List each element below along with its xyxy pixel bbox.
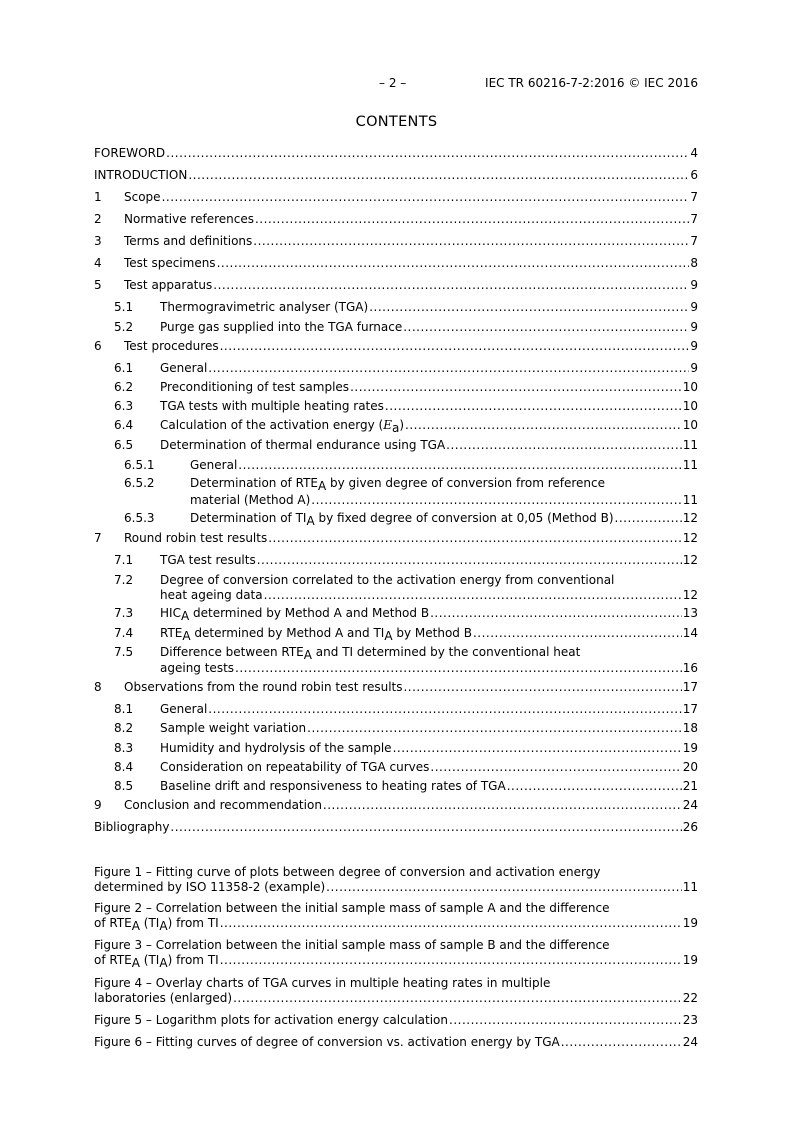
toc-entry-bibliography[interactable]: Bibliography ..... 26 [94, 820, 698, 834]
toc-entry-8-5[interactable]: 8.5 Baseline drift and responsiveness to heating rates of TGA ..... 21 [94, 779, 698, 793]
figure-entry-6[interactable]: Figure 6 – Fitting curves of degree of conversion vs. activation energy by TGA ..... 24 [94, 1035, 698, 1049]
toc-entry-7-2[interactable]: 7.2 Degree of conversion correlated to the activation energy from conventional heat ageing data ..... 12 [94, 573, 698, 602]
toc-entry-7[interactable]: 7 Round robin test results ..... 12 [94, 531, 698, 545]
figure-entry-2[interactable]: Figure 2 – Correlation between the initial sample mass of sample A and the difference of $RTE_A$ $(TI_A)$ from TI ..... 19 [94, 901, 698, 930]
toc-entry-introduction[interactable]: INTRODUCTION ..... 6 [94, 168, 698, 182]
toc-entry-5-1[interactable]: 5.1 Thermogravimetric analyser (TGA) ..... 9 [94, 300, 698, 314]
toc-entry-8-1[interactable]: 8.1 General ..... 17 [94, 702, 698, 716]
toc-entry-7-5[interactable]: 7.5 Difference between $RTE_A$ and TI determined by the conventional heat ageing tests ..... 16 [94, 645, 698, 675]
figure-entry-3[interactable]: Figure 3 – Correlation between the initial sample mass of sample B and the difference of $RTE_A$ $(TI_A)$ from TI ..... 19 [94, 938, 698, 967]
toc-entry-6-5-1[interactable]: 6.5.1 General ..... 11 [94, 458, 698, 472]
toc-entry-8[interactable]: 8 Observations from the round robin test results ..... 17 [94, 680, 698, 694]
toc-entry-6-5[interactable]: 6.5 Determination of thermal endurance using TGA ..... 11 [94, 438, 698, 452]
page-header [94, 76, 698, 92]
document-reference: IEC TR 60216-7-2:2016 © IEC 2016 [485, 76, 698, 90]
toc-entry-8-2[interactable]: 8.2 Sample weight variation ..... 18 [94, 721, 698, 735]
page-ref: 6 [690, 168, 698, 182]
toc-entry-8-3[interactable]: 8.3 Humidity and hydrolysis of the sample ..... 19 [94, 741, 698, 755]
page-ref: 4 [690, 146, 698, 160]
toc-entry-6-5-3[interactable]: 6.5.3 Determination of $TI_A$ by fixed degree of conversion at 0,05 (Method B) ..... 12 [94, 511, 698, 525]
toc-entry-8-4[interactable]: 8.4 Consideration on repeatability of TGA curves ..... 20 [94, 760, 698, 774]
toc-entry-7-4[interactable]: 7.4 $RTE_A$ determined by Method A and $TI_A$ by Method B ..... 14 [94, 626, 698, 640]
toc-entry-2[interactable]: 2 Normative references ..... 7 [94, 212, 698, 226]
toc-entry-7-1[interactable]: 7.1 TGA test results ..... 12 [94, 553, 698, 567]
toc-entry-6[interactable]: 6 Test procedures ..... 9 [94, 339, 698, 353]
toc-entry-7-3[interactable]: 7.3 $HIC_A$ determined by Method A and Method B ..... 13 [94, 606, 698, 620]
figure-entry-1[interactable]: Figure 1 – Fitting curve of plots between degree of conversion and activation energy determined by ISO 11358-2 (example) ..... 11 [94, 865, 698, 894]
toc-entry-6-4[interactable]: 6.4 Calculation of the activation energy $(E_a)$ ..... 10 [94, 418, 698, 432]
toc-entry-foreword[interactable]: FOREWORD ..... 4 [94, 146, 698, 160]
page-title: CONTENTS [355, 114, 438, 130]
page-number: – 2 – [379, 76, 407, 90]
figure-entry-4[interactable]: Figure 4 – Overlay charts of TGA curves in multiple heating rates in multiple laboratories (enlarged) ..... 22 [94, 976, 698, 1005]
toc-entry-5-2[interactable]: 5.2 Purge gas supplied into the TGA furnace ..... 9 [94, 320, 698, 334]
toc-entry-9[interactable]: 9 Conclusion and recommendation ..... 24 [94, 798, 698, 812]
toc-entry-5[interactable]: 5 Test apparatus ..... 9 [94, 278, 698, 292]
toc-entry-6-2[interactable]: 6.2 Preconditioning of test samples ..... 10 [94, 380, 698, 394]
toc-entry-6-5-2[interactable]: 6.5.2 Determination of $RTE_A$ by given degree of conversion from reference material (Method A) ..... 11 [94, 476, 698, 507]
figure-entry-5[interactable]: Figure 5 – Logarithm plots for activation energy calculation ..... 23 [94, 1013, 698, 1027]
toc-entry-4[interactable]: 4 Test specimens ..... 8 [94, 256, 698, 270]
toc-entry-1[interactable]: 1 Scope ..... 7 [94, 190, 698, 204]
toc-entry-6-1[interactable]: 6.1 General ..... 9 [94, 361, 698, 375]
toc-entry-3[interactable]: 3 Terms and definitions ..... 7 [94, 234, 698, 248]
toc-entry-6-3[interactable]: 6.3 TGA tests with multiple heating rates ..... 10 [94, 399, 698, 413]
